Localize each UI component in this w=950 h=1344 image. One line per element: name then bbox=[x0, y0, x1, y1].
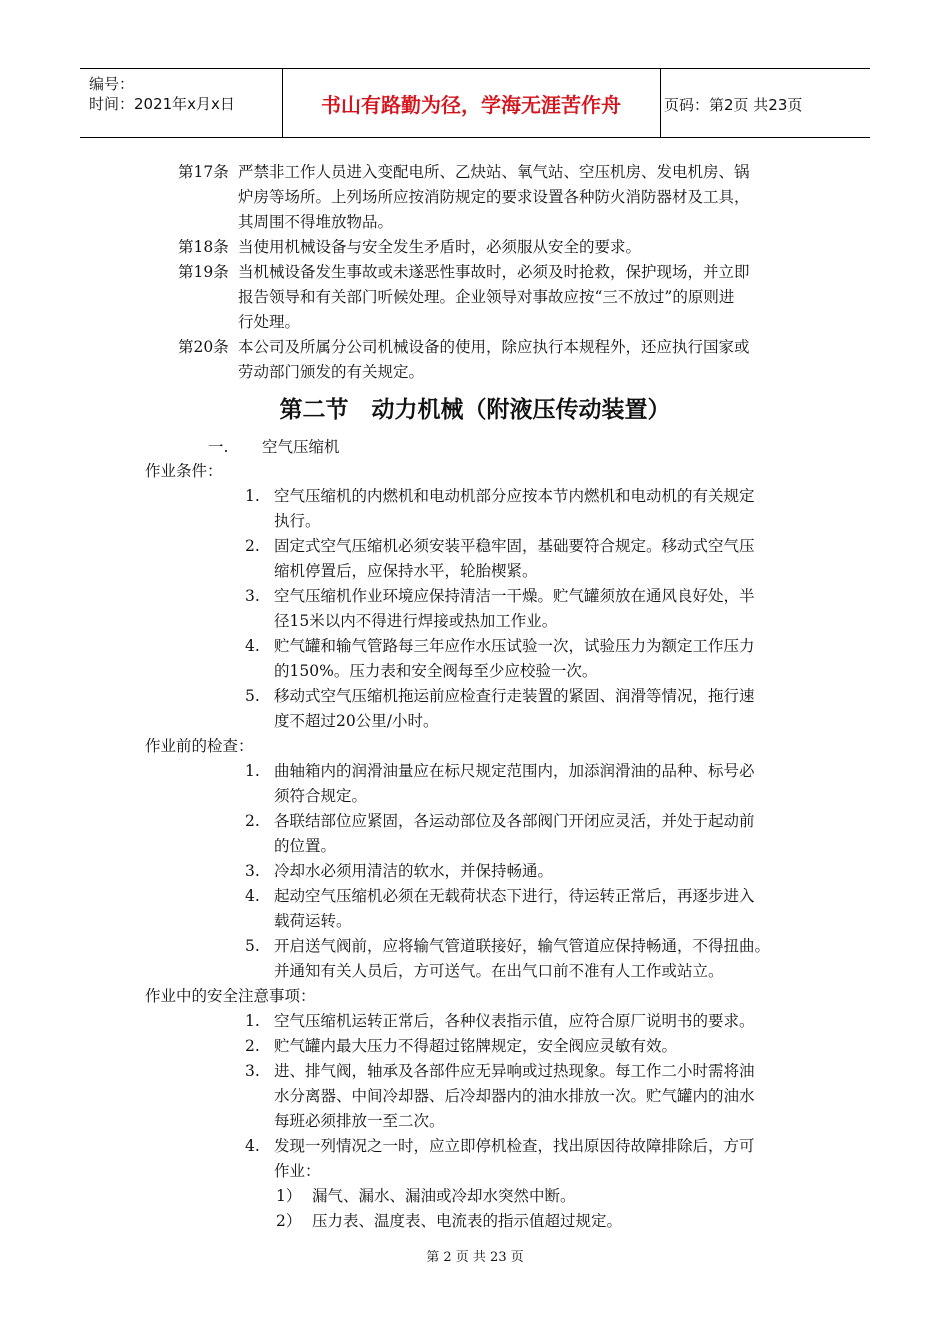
item-number: 5. bbox=[245, 687, 260, 705]
article-number: 第20条 bbox=[178, 338, 229, 356]
article-text: 其周围不得堆放物品。 bbox=[238, 213, 394, 231]
subitem-text: 漏气、漏水、漏油或冷却水突然中断。 bbox=[312, 1187, 576, 1205]
item-text: 起动空气压缩机必须在无载荷状态下进行，待运转正常后，再逐步进入 bbox=[274, 887, 755, 905]
article-text: 行处理。 bbox=[238, 313, 301, 331]
item-number: 1. bbox=[245, 487, 260, 505]
item-text: 曲轴箱内的润滑油量应在标尺规定范围内，加添润滑油的品种、标号必 bbox=[274, 762, 755, 780]
item-number: 4. bbox=[245, 1137, 260, 1155]
subsection-number: 一. bbox=[208, 438, 229, 456]
doc-time-label: 时间：2021年x月x日 bbox=[89, 95, 235, 113]
item-text: 空气压缩机的内燃机和电动机部分应按本节内燃机和电动机的有关规定 bbox=[274, 487, 755, 505]
item-text: 缩机停置后，应保持水平，轮胎楔紧。 bbox=[274, 562, 538, 580]
header-divider bbox=[660, 69, 661, 137]
item-text: 贮气罐内最大压力不得超过铭牌规定，安全阀应灵敏有效。 bbox=[274, 1037, 678, 1055]
article-text: 当机械设备发生事故或未遂恶性事故时，必须及时抢救，保护现场，并立即 bbox=[238, 263, 750, 281]
item-number: 2. bbox=[245, 1037, 260, 1055]
article-number: 第18条 bbox=[178, 238, 229, 256]
item-text: 载荷运转。 bbox=[274, 912, 352, 930]
item-text: 的位置。 bbox=[274, 837, 337, 855]
item-text: 空气压缩机作业环境应保持清洁一干燥。贮气罐须放在通风良好处，半 bbox=[274, 587, 755, 605]
item-number: 3. bbox=[245, 587, 260, 605]
item-text: 发现一列情况之一时，应立即停机检查，找出原因待故障排除后，方可 bbox=[274, 1137, 755, 1155]
item-number: 3. bbox=[245, 862, 260, 880]
doc-code-label: 编号： bbox=[89, 75, 135, 93]
group-heading: 作业中的安全注意事项： bbox=[145, 987, 316, 1005]
article-text: 炉房等场所。上列场所应按消防规定的要求设置各种防火消防器材及工具， bbox=[238, 188, 750, 206]
article-text: 严禁非工作人员进入变配电所、乙炔站、氧气站、空压机房、发电机房、锅 bbox=[238, 163, 750, 181]
subitem-number: 2） bbox=[276, 1212, 302, 1230]
page-header bbox=[80, 68, 870, 138]
item-text: 固定式空气压缩机必须安装平稳牢固，基础要符合规定。移动式空气压 bbox=[274, 537, 755, 555]
article-text: 本公司及所属分公司机械设备的使用，除应执行本规程外，还应执行国家或 bbox=[238, 338, 750, 356]
item-number: 2. bbox=[245, 537, 260, 555]
header-meta bbox=[89, 74, 235, 114]
item-text: 并通知有关人员后，方可送气。在出气口前不准有人工作或站立。 bbox=[274, 962, 724, 980]
article-text: 报告领导和有关部门听候处理。企业领导对事故应按“三不放过”的原则进 bbox=[238, 288, 735, 306]
item-text: 执行。 bbox=[274, 512, 321, 530]
item-number: 3. bbox=[245, 1062, 260, 1080]
item-text: 作业： bbox=[274, 1162, 321, 1180]
section-title: 第二节 动力机械（附液压传动装置） bbox=[279, 397, 671, 423]
article-text: 当使用机械设备与安全发生矛盾时，必须服从安全的要求。 bbox=[238, 238, 642, 256]
item-number: 1. bbox=[245, 762, 260, 780]
item-text: 须符合规定。 bbox=[274, 787, 368, 805]
item-text: 移动式空气压缩机拖运前应检查行走装置的紧固、润滑等情况，拖行速 bbox=[274, 687, 755, 705]
item-text: 开启送气阀前，应将输气管道联接好，输气管道应保持畅通，不得扭曲。 bbox=[274, 937, 771, 955]
item-text: 空气压缩机运转正常后，各种仪表指示值，应符合原厂说明书的要求。 bbox=[274, 1012, 755, 1030]
item-text: 水分离器、中间冷却器、后冷却器内的油水排放一次。贮气罐内的油水 bbox=[274, 1087, 755, 1105]
item-text: 的150%。压力表和安全阀每至少应校验一次。 bbox=[274, 662, 598, 680]
item-text: 各联结部位应紧固，各运动部位及各部阀门开闭应灵活，并处于起动前 bbox=[274, 812, 755, 830]
subitem-text: 压力表、温度表、电流表的指示值超过规定。 bbox=[312, 1212, 623, 1230]
item-number: 2. bbox=[245, 812, 260, 830]
item-text: 度不超过20公里/小时。 bbox=[274, 712, 439, 730]
item-text: 冷却水必须用清洁的软水，并保持畅通。 bbox=[274, 862, 554, 880]
page-footer: 第 2 页 共 23 页 bbox=[426, 1250, 524, 1265]
item-number: 4. bbox=[245, 637, 260, 655]
group-heading: 作业前的检查： bbox=[145, 737, 254, 755]
subsection-title: 空气压缩机 bbox=[262, 438, 340, 456]
item-number: 5. bbox=[245, 937, 260, 955]
article-number: 第17条 bbox=[178, 163, 229, 181]
item-text: 进、排气阀，轴承及各部件应无异响或过热现象。每工作二小时需将油 bbox=[274, 1062, 755, 1080]
item-text: 径15米以内不得进行焊接或热加工作业。 bbox=[274, 612, 558, 630]
item-number: 1. bbox=[245, 1012, 260, 1030]
item-text: 每班必须排放一至二次。 bbox=[274, 1112, 445, 1130]
article-text: 劳动部门颁发的有关规定。 bbox=[238, 363, 425, 381]
article-number: 第19条 bbox=[178, 263, 229, 281]
subitem-number: 1） bbox=[276, 1187, 302, 1205]
header-page-info: 页码：第2页 共23页 bbox=[664, 96, 803, 114]
header-motto: 书山有路勤为径，学海无涯苦作舟 bbox=[321, 92, 621, 117]
item-text: 贮气罐和输气管路每三年应作水压试验一次，试验压力为额定工作压力 bbox=[274, 637, 755, 655]
item-number: 4. bbox=[245, 887, 260, 905]
group-heading: 作业条件： bbox=[145, 462, 223, 480]
